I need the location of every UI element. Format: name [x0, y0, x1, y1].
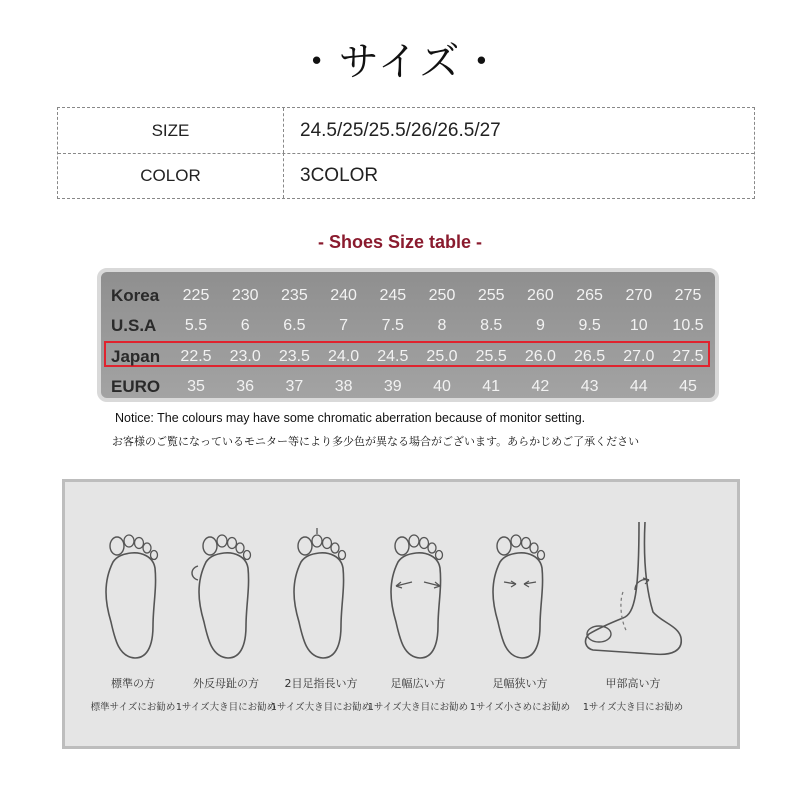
- size-table-title: - Shoes Size table -: [317, 232, 483, 252]
- size-cell: 38: [334, 378, 353, 395]
- foot-size-advice: 1サイズ大き目にお勧め: [367, 702, 469, 713]
- foot-type-label: 足幅狭い方: [492, 677, 548, 690]
- notice-english: Notice: The colours may have some chromatic aberration because of monitor setting.: [115, 411, 586, 425]
- foot-type-label: 2目足指長い方: [284, 677, 358, 690]
- size-cell: 43: [580, 378, 599, 395]
- foot-size-advice: 1サイズ大き目にお勧め: [270, 702, 372, 713]
- size-cell: 240: [330, 287, 357, 304]
- size-cell: 44: [629, 378, 648, 395]
- foot-size-advice: 1サイズ大き目にお勧め: [175, 702, 277, 713]
- foot-size-advice: 標準サイズにお勧め: [90, 702, 176, 713]
- bunion-foot-icon: [176, 522, 276, 662]
- size-cell: 10: [629, 317, 648, 334]
- size-cell: 23.0: [229, 348, 261, 365]
- size-cell: 250: [428, 287, 456, 304]
- size-cell: 6: [240, 317, 250, 334]
- size-cell: 42: [531, 378, 550, 395]
- long-second-toe-icon: [271, 522, 371, 662]
- size-cell: 275: [674, 287, 702, 304]
- size-cell: 9.5: [578, 317, 601, 334]
- foot-type-label: 足幅広い方: [390, 677, 446, 690]
- size-cell: 27.0: [623, 348, 655, 365]
- page-title: ・サイズ・: [296, 39, 504, 85]
- size-cell: 23.5: [278, 348, 310, 365]
- size-cell: 10.5: [672, 317, 704, 334]
- size-cell: 22.5: [180, 348, 212, 365]
- size-cell: 260: [527, 287, 554, 304]
- size-row-korea: [101, 281, 715, 311]
- wide-foot-icon: [368, 522, 468, 662]
- foot-type-guide: [62, 479, 740, 749]
- foot-size-advice: 1サイズ大き目にお勧め: [582, 702, 684, 713]
- size-cell: 25.0: [426, 348, 458, 365]
- size-chart-table: [97, 268, 719, 402]
- size-row-label: Japan: [111, 347, 161, 366]
- size-value: 24.5/25/25.5/26/26.5/27: [300, 120, 501, 141]
- spec-row-color: [58, 153, 754, 198]
- size-cell: 25.5: [475, 348, 507, 365]
- size-cell: 35: [187, 378, 205, 395]
- size-cell: 37: [285, 378, 304, 395]
- size-cell: 6.5: [283, 317, 306, 334]
- high-instep-icon: [583, 522, 683, 662]
- size-cell: 24.0: [328, 348, 360, 365]
- size-cell: 245: [379, 287, 407, 304]
- size-cell: 36: [236, 378, 255, 395]
- size-cell: 235: [281, 287, 308, 304]
- size-cell: 40: [433, 378, 451, 395]
- size-row-label: Korea: [111, 286, 160, 305]
- size-cell: 8: [437, 317, 447, 334]
- color-label: COLOR: [58, 153, 284, 198]
- notice-japanese: お客様のご覧になっているモニター等により多少色が異なる場合がございます。あらかじめご了承ください: [112, 435, 640, 448]
- size-cell: 27.5: [672, 348, 704, 365]
- size-row-label: EURO: [111, 377, 161, 396]
- size-cell: 7: [339, 317, 349, 334]
- foot-type-label: 甲部高い方: [605, 677, 661, 690]
- narrow-foot-icon: [470, 522, 570, 662]
- size-label: SIZE: [58, 108, 284, 153]
- size-cell: 265: [576, 287, 603, 304]
- size-cell: 26.0: [524, 348, 556, 365]
- size-row-euro: [101, 372, 715, 402]
- size-row-label: U.S.A: [111, 316, 157, 335]
- color-value: 3COLOR: [300, 165, 379, 186]
- size-cell: 225: [182, 287, 210, 304]
- foot-type-label: 標準の方: [111, 677, 155, 690]
- standard-foot-icon: [83, 522, 183, 662]
- size-cell: 39: [383, 378, 402, 395]
- size-cell: 45: [679, 378, 697, 395]
- size-row-japan: [101, 342, 715, 372]
- size-cell: 26.5: [574, 348, 606, 365]
- size-cell: 8.5: [480, 317, 503, 334]
- size-row-usa: [101, 311, 715, 341]
- size-cell: 24.5: [377, 348, 409, 365]
- size-cell: 9: [535, 317, 545, 334]
- size-cell: 230: [231, 287, 259, 304]
- size-cell: 255: [477, 287, 505, 304]
- size-cell: 270: [625, 287, 653, 304]
- size-cell: 41: [482, 378, 501, 395]
- size-cell: 5.5: [184, 317, 208, 334]
- spec-table: [57, 107, 755, 199]
- size-cell: 7.5: [381, 317, 404, 334]
- foot-size-advice: 1サイズ小さめにお勧め: [469, 702, 571, 713]
- foot-type-label: 外反母趾の方: [193, 677, 259, 690]
- spec-row-size: [58, 108, 754, 154]
